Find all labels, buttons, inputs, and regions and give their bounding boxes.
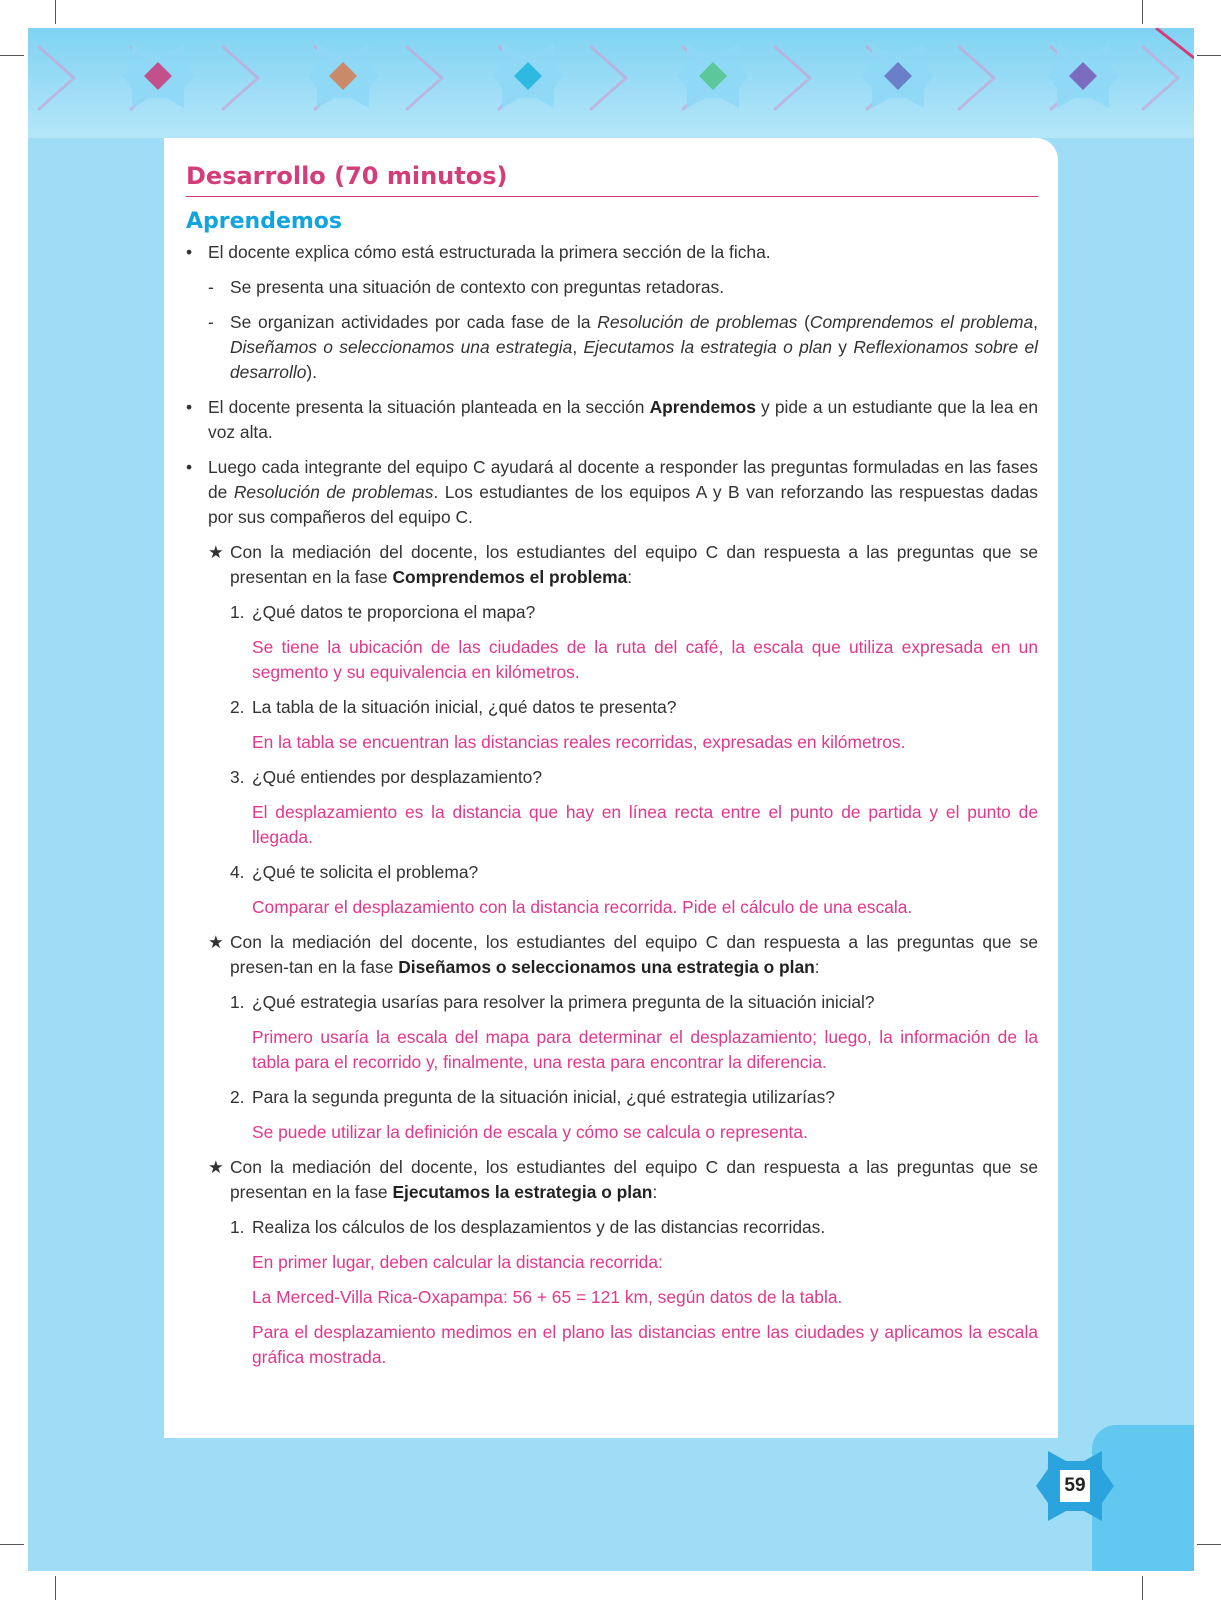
question-text: Para la segunda pregunta de la situación inicial, ¿qué estrategia utilizarías? (252, 1087, 835, 1107)
crop-mark (0, 1544, 24, 1545)
bullet-marker: • (186, 397, 193, 417)
star-item (186, 930, 1038, 980)
section-title: Desarrollo (70 minutos) (186, 162, 1038, 197)
answer-text: En la tabla se encuentran las distancias reales recorridas, expresadas en kilómetros. (252, 732, 906, 752)
question-number: 3. (230, 767, 245, 787)
bold-phrase: Aprendemos (649, 397, 756, 417)
content-card (164, 138, 1058, 1438)
crop-mark (55, 0, 56, 24)
bullet-marker: • (186, 457, 193, 477)
numbered-question (186, 860, 1038, 885)
question-number: 2. (230, 697, 245, 717)
content-body (186, 162, 1038, 1380)
subsection-title: Aprendemos (186, 209, 343, 234)
italic-phrase: Ejecutamos la estrategia o plan (583, 337, 832, 357)
star-text: : (627, 567, 633, 587)
bullet-marker: • (186, 242, 193, 262)
italic-phrase: Resolución de problemas (597, 312, 798, 332)
numbered-question (186, 1085, 1038, 1110)
star-icon: ★ (208, 1157, 224, 1177)
answer-text: Se puede utilizar la definición de escala y cómo se calcula o representa. (252, 1122, 808, 1142)
dash-text: , (1033, 312, 1038, 332)
answer-text: La Merced-Villa Rica-Oxapampa: 56 + 65 = 121 km, según datos de la tabla. (252, 1287, 843, 1307)
decorative-banner (28, 28, 1194, 138)
crop-mark (1197, 1544, 1221, 1545)
dash-marker: - (208, 312, 214, 332)
page-number: 59 (1060, 1470, 1090, 1502)
dash-text: ( (797, 312, 810, 332)
question-text: ¿Qué estrategia usarías para resolver la primera pregunta de la situación inicial? (252, 992, 875, 1012)
question-number: 1. (230, 602, 245, 622)
italic-phrase: Diseñamos o seleccionamos una estrategia (230, 337, 573, 357)
star-text: : (814, 957, 820, 977)
bullet-text: Luego cada integrante del equipo C ayudará al docente a responder las preguntas formuladas en las fases de (208, 457, 1038, 502)
star-text: : (652, 1182, 658, 1202)
dash-text: , (572, 337, 584, 357)
numbered-question (186, 600, 1038, 625)
question-text: ¿Qué entiendes por desplazamiento? (252, 767, 543, 787)
crop-mark (55, 1576, 56, 1600)
dash-text: Se presenta una situación de contexto con preguntas retadoras. (230, 277, 725, 297)
star-text: Con la mediación del docente, los estudiantes del equipo C dan respuesta a las preguntas que se presentan en la fase (230, 1157, 1038, 1202)
dash-item (186, 275, 1038, 300)
crop-mark (1197, 55, 1221, 56)
bold-phrase: Comprendemos el problema (392, 567, 628, 587)
crop-mark (1142, 1576, 1143, 1600)
numbered-question (186, 990, 1038, 1015)
star-item (186, 540, 1038, 590)
dash-marker: - (208, 277, 214, 297)
answer-text: Se tiene la ubicación de las ciudades de la ruta del café, la escala que utiliza expresada en un segmento y su equivalencia en kilómetros. (252, 637, 1038, 682)
answer-text: En primer lugar, deben calcular la distancia recorrida: (252, 1252, 663, 1272)
answer-text: Para el desplazamiento medimos en el plano las distancias entre las ciudades y aplicamos la escala gráfica mostrada. (252, 1322, 1038, 1367)
dash-text: ). (306, 362, 317, 382)
question-number: 4. (230, 862, 245, 882)
bold-phrase: Diseñamos o seleccionamos una estrategia o plan (398, 957, 815, 977)
dash-text: y (832, 337, 854, 357)
question-text: La tabla de la situación inicial, ¿qué datos te presenta? (252, 697, 677, 717)
star-item (186, 1155, 1038, 1205)
star-icon: ★ (208, 932, 224, 952)
numbered-question (186, 765, 1038, 790)
question-text: ¿Qué datos te proporciona el mapa? (252, 602, 536, 622)
question-number: 1. (230, 1217, 245, 1237)
numbered-question (186, 1215, 1038, 1240)
italic-phrase: Reflexionamos sobre el desarrollo (230, 337, 1038, 382)
bullet-text: El docente explica cómo está estructurada la primera sección de la ficha. (208, 242, 771, 262)
dash-text: Se organizan actividades por cada fase de la (230, 312, 598, 332)
bullet-text: y pide a un estudiante que la lea en voz alta. (208, 397, 1038, 442)
answer-text: El desplazamiento es la distancia que hay en línea recta entre el punto de partida y el punto de llegada. (252, 802, 1038, 847)
question-text: ¿Qué te solicita el problema? (252, 862, 479, 882)
italic-phrase: Resolución de problemas (233, 482, 434, 502)
bold-phrase: Ejecutamos la estrategia o plan (392, 1182, 653, 1202)
italic-phrase: Comprendemos el problema (809, 312, 1034, 332)
dash-item (186, 310, 1038, 385)
star-text: Con la mediación del docente, los estudiantes del equipo C dan respuesta a las preguntas que se presen-tan en la fase (230, 932, 1038, 977)
answer-text: Comparar el desplazamiento con la distancia recorrida. Pide el cálculo de una escala. (252, 897, 913, 917)
star-icon: ★ (208, 542, 224, 562)
question-number: 1. (230, 992, 245, 1012)
crop-mark (0, 55, 24, 56)
question-number: 2. (230, 1087, 245, 1107)
star-text: Con la mediación del docente, los estudiantes del equipo C dan respuesta a las preguntas que se presentan en la fase (230, 542, 1038, 587)
crop-mark (1142, 0, 1143, 24)
bullet-item (186, 395, 1038, 445)
question-text: Realiza los cálculos de los desplazamientos y de las distancias recorridas. (252, 1217, 826, 1237)
numbered-question (186, 695, 1038, 720)
answer-text: Primero usaría la escala del mapa para determinar el desplazamiento; luego, la información de la tabla para el recorrido y, finalmente, una resta para encontrar la diferencia. (252, 1027, 1038, 1072)
bullet-text: El docente presenta la situación planteada en la sección (208, 397, 650, 417)
bullet-item (186, 455, 1038, 530)
bullet-item (186, 240, 1038, 265)
bullet-text: . Los estudiantes de los equipos A y B van reforzando las respuestas dadas por sus compañeros del equipo C. (208, 482, 1038, 527)
